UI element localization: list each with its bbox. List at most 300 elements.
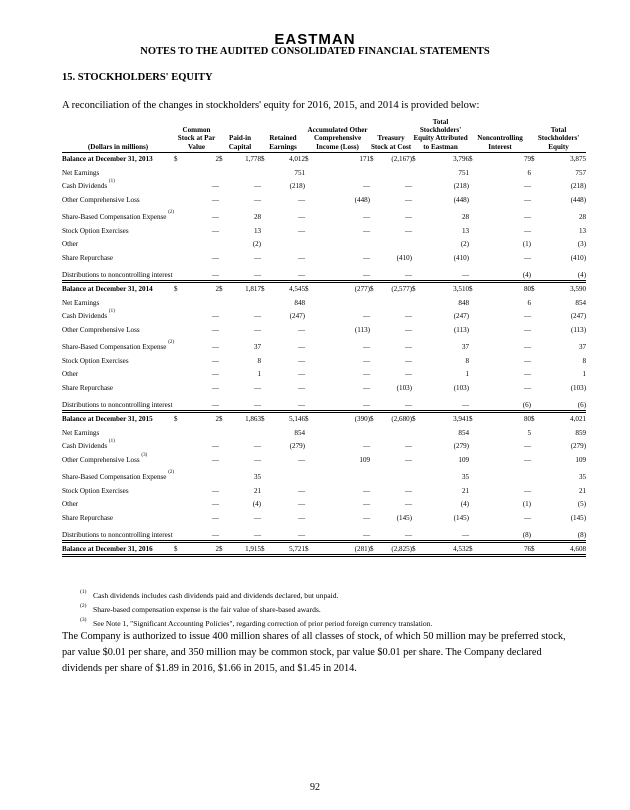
table-cell: —	[404, 343, 413, 352]
table-cell: (113)	[453, 325, 470, 334]
currency-symbol	[531, 522, 539, 541]
table-cell: (145)	[570, 513, 587, 522]
currency-symbol	[531, 437, 539, 451]
table-cell: 4,532	[420, 541, 469, 555]
table-row	[62, 263, 586, 282]
table-cell: —	[404, 486, 413, 495]
table-cell: —	[297, 226, 306, 235]
table-cell: 1,817	[227, 281, 261, 294]
table-cell: (410)	[570, 253, 587, 262]
currency-symbol	[305, 365, 313, 379]
row-label: Distributions to noncontrolling interest	[62, 401, 173, 410]
currency-symbol	[261, 205, 269, 222]
currency-symbol	[531, 352, 539, 366]
table-cell: —	[404, 500, 413, 509]
currency-symbol	[305, 222, 313, 236]
table-cell: 848	[458, 298, 470, 307]
table-cell: 4,608	[539, 541, 586, 555]
table-cell	[477, 464, 531, 481]
table-cell: 1	[582, 370, 587, 379]
table-cell: —	[253, 325, 262, 334]
row-label: Balance at December 31, 2016	[62, 541, 174, 555]
currency-symbol	[219, 509, 227, 523]
table-cell: 1,863	[227, 411, 261, 424]
currency-symbol	[305, 522, 313, 541]
currency-symbol	[412, 222, 420, 236]
row-label: Share-Based Compensation Expense $^{(2)}$	[62, 470, 175, 482]
footnote-mark: (1)	[80, 589, 87, 595]
currency-symbol	[261, 424, 269, 438]
table-cell: (4)	[252, 500, 262, 509]
footnote-mark: (2)	[80, 603, 87, 609]
currency-symbol	[305, 307, 313, 321]
currency-symbol: $	[370, 281, 378, 294]
table-cell: 2	[182, 281, 219, 294]
currency-symbol	[531, 379, 539, 393]
currency-symbol: $	[531, 541, 539, 555]
table-cell: —	[253, 253, 262, 262]
currency-symbol	[370, 222, 378, 236]
table-cell: —	[362, 531, 371, 540]
table-cell: —	[362, 356, 371, 365]
currency-symbol	[412, 335, 420, 352]
table-cell	[182, 424, 219, 438]
table-cell: —	[404, 356, 413, 365]
currency-symbol	[261, 263, 269, 282]
table-cell: —	[297, 455, 306, 464]
currency-symbol	[469, 263, 477, 282]
currency-symbol	[412, 509, 420, 523]
currency-symbol	[219, 522, 227, 541]
table-cell: (2,577)	[378, 281, 412, 294]
table-cell: —	[211, 401, 220, 410]
currency-symbol	[174, 205, 182, 222]
table-cell: —	[253, 442, 262, 451]
table-cell: (218)	[289, 182, 306, 191]
table-cell: (8)	[522, 531, 532, 540]
currency-symbol	[469, 307, 477, 321]
currency-symbol	[469, 321, 477, 335]
table-cell: 4,545	[269, 281, 305, 294]
table-cell	[227, 424, 261, 438]
balance-row	[62, 152, 586, 164]
currency-symbol: $	[174, 541, 182, 555]
column-header: Retained Earnings	[261, 118, 305, 152]
table-cell: 21	[253, 486, 262, 495]
currency-symbol	[370, 495, 378, 509]
currency-symbol	[174, 495, 182, 509]
currency-symbol	[370, 294, 378, 308]
table-cell: (4)	[460, 500, 470, 509]
currency-symbol	[370, 365, 378, 379]
currency-symbol	[261, 365, 269, 379]
currency-symbol	[219, 294, 227, 308]
footnote-ref: (3)	[141, 452, 148, 458]
row-label: Other Comprehensive Loss	[62, 325, 140, 334]
table-cell: 2	[182, 541, 219, 555]
currency-symbol	[305, 437, 313, 451]
table-row	[62, 437, 586, 451]
table-cell: —	[297, 500, 306, 509]
currency-symbol	[219, 464, 227, 481]
currency-symbol	[469, 294, 477, 308]
currency-symbol	[305, 235, 313, 249]
table-cell	[313, 294, 370, 308]
currency-symbol	[370, 451, 378, 465]
table-cell: 76	[477, 541, 531, 555]
currency-symbol	[305, 321, 313, 335]
currency-symbol	[412, 191, 420, 205]
currency-symbol	[370, 235, 378, 249]
currency-symbol: $	[469, 411, 477, 424]
table-cell: 37	[578, 343, 587, 352]
currency-symbol	[261, 464, 269, 481]
footnote-text: See Note 1, "Significant Accounting Policies", regarding correction of prior period foreign currency translation.	[93, 619, 433, 628]
column-header: Total Stockholders' Equity Attributed to Eastman	[413, 118, 468, 151]
currency-symbol	[531, 464, 539, 481]
currency-symbol	[412, 235, 420, 249]
table-cell: —	[362, 343, 371, 352]
currency-symbol	[305, 352, 313, 366]
table-cell: 751	[458, 168, 470, 177]
currency-symbol	[261, 495, 269, 509]
table-cell: 8	[257, 356, 262, 365]
row-label: Share Repurchase	[62, 383, 114, 392]
table-cell: —	[253, 383, 262, 392]
table-cell: (2,825)	[378, 541, 412, 555]
currency-symbol	[531, 424, 539, 438]
table-cell: —	[211, 226, 220, 235]
currency-symbol	[261, 379, 269, 393]
currency-symbol	[174, 235, 182, 249]
table-cell: 13	[578, 226, 587, 235]
table-cell: (4)	[522, 271, 532, 280]
table-cell: (113)	[354, 325, 371, 334]
currency-symbol	[174, 451, 182, 465]
row-label: Other Comprehensive Loss $^{(3)}$	[62, 452, 148, 464]
currency-symbol	[261, 294, 269, 308]
currency-symbol	[305, 249, 313, 263]
table-cell	[313, 235, 370, 249]
currency-symbol	[412, 464, 420, 481]
currency-symbol	[469, 235, 477, 249]
currency-symbol	[174, 379, 182, 393]
currency-symbol	[174, 393, 182, 412]
table-header-row	[62, 118, 586, 152]
table-cell: (103)	[453, 383, 470, 392]
currency-symbol	[174, 191, 182, 205]
balance-row	[62, 281, 586, 294]
table-cell: (448)	[570, 196, 587, 204]
table-cell: —	[253, 531, 262, 540]
table-cell: —	[211, 383, 220, 392]
currency-symbol	[219, 235, 227, 249]
table-cell: —	[211, 213, 220, 222]
table-cell: (5)	[577, 500, 587, 509]
table-cell	[182, 164, 219, 178]
currency-symbol	[469, 352, 477, 366]
table-cell: —	[362, 370, 371, 379]
table-cell	[313, 464, 370, 481]
table-cell: (279)	[453, 442, 470, 451]
table-cell: —	[211, 513, 220, 522]
footnote-ref: (2)	[168, 470, 175, 476]
currency-symbol	[305, 393, 313, 412]
currency-symbol	[370, 307, 378, 321]
table-cell: —	[404, 325, 413, 334]
currency-symbol: $	[531, 281, 539, 294]
currency-symbol	[305, 451, 313, 465]
currency-symbol	[174, 263, 182, 282]
currency-symbol: $	[261, 152, 269, 164]
currency-symbol	[261, 164, 269, 178]
table-cell: —	[297, 513, 306, 522]
currency-symbol	[531, 164, 539, 178]
table-cell: —	[211, 500, 220, 509]
currency-symbol	[370, 205, 378, 222]
table-cell: 854	[575, 298, 587, 307]
currency-symbol	[261, 482, 269, 496]
table-cell: 37	[461, 343, 470, 352]
currency-symbol	[469, 191, 477, 205]
currency-symbol: $	[261, 281, 269, 294]
currency-symbol	[305, 482, 313, 496]
table-cell: —	[461, 401, 470, 410]
table-cell: —	[253, 312, 262, 321]
table-cell: —	[523, 226, 532, 235]
table-cell: —	[253, 182, 262, 191]
currency-symbol	[261, 335, 269, 352]
table-cell: 109	[359, 455, 371, 464]
table-cell: —	[362, 500, 371, 509]
table-cell: —	[523, 455, 532, 464]
table-cell: 80	[477, 411, 531, 424]
currency-symbol	[469, 379, 477, 393]
table-cell: —	[211, 356, 220, 365]
currency-symbol: $	[469, 541, 477, 555]
table-cell: —	[297, 486, 306, 495]
currency-symbol	[305, 177, 313, 191]
table-cell: 37	[253, 343, 262, 352]
table-row	[62, 522, 586, 541]
currency-symbol: $	[305, 411, 313, 424]
row-label: Stock Option Exercises	[62, 486, 129, 495]
table-cell: 3,590	[539, 281, 586, 294]
table-cell: 1,778	[227, 152, 261, 164]
currency-symbol	[261, 307, 269, 321]
table-cell: —	[253, 401, 262, 410]
table-cell: (113)	[570, 325, 587, 334]
table-cell: —	[362, 486, 371, 495]
table-row	[62, 191, 586, 205]
currency-symbol	[174, 522, 182, 541]
currency-symbol	[219, 424, 227, 438]
table-cell: —	[362, 383, 371, 392]
table-cell	[182, 294, 219, 308]
currency-symbol	[412, 205, 420, 222]
table-cell: (6)	[522, 401, 532, 410]
table-cell: —	[362, 182, 371, 191]
table-cell: —	[297, 401, 306, 410]
currency-symbol	[412, 365, 420, 379]
table-cell: —	[523, 486, 532, 495]
table-row	[62, 205, 586, 222]
currency-symbol	[412, 522, 420, 541]
currency-symbol	[370, 335, 378, 352]
table-cell: —	[211, 531, 220, 540]
currency-symbol: $	[174, 281, 182, 294]
table-cell: 28	[461, 213, 470, 222]
column-header: Paid-in Capital	[219, 118, 261, 152]
table-cell: 13	[461, 226, 470, 235]
row-label: Share-Based Compensation Expense $^{(2)}$	[62, 340, 175, 352]
table-row	[62, 307, 586, 321]
table-row	[62, 222, 586, 236]
table-row	[62, 177, 586, 191]
table-cell: —	[297, 196, 306, 204]
table-cell: —	[211, 182, 220, 191]
row-label: Balance at December 31, 2015	[62, 411, 174, 424]
currency-symbol: $	[174, 411, 182, 424]
table-cell: —	[523, 356, 532, 365]
column-header: Accumulated Other Comprehensive Income (Loss)	[305, 118, 370, 152]
table-cell: —	[211, 312, 220, 321]
currency-symbol	[261, 191, 269, 205]
table-cell: (3)	[577, 240, 587, 249]
currency-symbol: $	[305, 281, 313, 294]
currency-symbol: $	[305, 152, 313, 164]
table-cell: 8	[582, 356, 587, 365]
section-title: 15. STOCKHOLDERS' EQUITY	[62, 72, 213, 83]
currency-symbol	[412, 321, 420, 335]
currency-symbol	[370, 321, 378, 335]
table-row	[62, 464, 586, 481]
currency-symbol	[219, 379, 227, 393]
table-cell: —	[211, 370, 220, 379]
currency-symbol	[261, 177, 269, 191]
currency-symbol	[370, 177, 378, 191]
column-header: Total Stockholders' Equity	[531, 118, 586, 152]
currency-symbol	[305, 495, 313, 509]
currency-symbol: $	[412, 541, 420, 555]
table-cell: 109	[575, 455, 587, 464]
table-cell: 171	[313, 152, 370, 164]
currency-symbol	[305, 379, 313, 393]
table-cell: (448)	[354, 196, 371, 204]
currency-symbol	[219, 249, 227, 263]
currency-symbol	[370, 437, 378, 451]
table-cell: 859	[575, 428, 587, 437]
table-cell	[378, 294, 412, 308]
table-cell: 3,796	[420, 152, 469, 164]
row-label: Stock Option Exercises	[62, 356, 129, 365]
table-cell: —	[523, 213, 532, 222]
table-cell: —	[523, 312, 532, 321]
table-cell: —	[404, 370, 413, 379]
table-cell: 35	[253, 473, 262, 482]
currency-symbol	[305, 294, 313, 308]
currency-symbol	[174, 482, 182, 496]
table-cell: 21	[461, 486, 470, 495]
table-cell: —	[211, 343, 220, 352]
table-cell	[269, 235, 305, 249]
currency-symbol	[261, 235, 269, 249]
table-cell: 2	[182, 411, 219, 424]
table-cell: —	[253, 196, 262, 204]
currency-symbol: $	[370, 541, 378, 555]
table-cell: —	[362, 513, 371, 522]
currency-symbol	[305, 263, 313, 282]
table-cell: —	[523, 182, 532, 191]
table-cell: 6	[527, 168, 532, 177]
currency-symbol	[531, 451, 539, 465]
currency-symbol	[219, 352, 227, 366]
table-cell: —	[211, 442, 220, 451]
currency-symbol	[412, 263, 420, 282]
currency-symbol: $	[469, 281, 477, 294]
table-cell: —	[297, 383, 306, 392]
table-cell: 854	[458, 428, 470, 437]
column-header: Treasury Stock at Cost	[370, 118, 412, 152]
row-label: Share Repurchase	[62, 513, 114, 522]
currency-symbol	[531, 294, 539, 308]
table-cell: 3,875	[539, 152, 586, 164]
table-cell	[182, 464, 219, 481]
table-cell: 1,915	[227, 541, 261, 555]
currency-symbol	[531, 235, 539, 249]
table-cell: 2	[182, 152, 219, 164]
row-label: Cash Dividends $^{(1)}$	[62, 179, 115, 191]
currency-symbol	[174, 464, 182, 481]
currency-symbol	[174, 164, 182, 178]
currency-symbol	[174, 249, 182, 263]
table-cell: 3,510	[420, 281, 469, 294]
table-cell: —	[461, 531, 470, 540]
table-cell: 4,021	[539, 411, 586, 424]
table-cell: —	[523, 325, 532, 334]
table-cell: (279)	[570, 442, 587, 451]
currency-symbol	[469, 437, 477, 451]
table-cell: 751	[294, 168, 306, 177]
currency-symbol	[219, 451, 227, 465]
table-cell: —	[211, 253, 220, 262]
currency-symbol	[412, 393, 420, 412]
currency-symbol	[174, 307, 182, 321]
table-cell: 6	[527, 298, 532, 307]
currency-symbol	[412, 424, 420, 438]
table-cell: —	[297, 356, 306, 365]
currency-symbol	[174, 222, 182, 236]
table-row	[62, 424, 586, 438]
table-cell: (410)	[453, 253, 470, 262]
currency-symbol: $	[261, 411, 269, 424]
currency-symbol	[469, 177, 477, 191]
table-row	[62, 321, 586, 335]
table-row	[62, 249, 586, 263]
table-cell: —	[404, 401, 413, 410]
stockholders-equity-table	[62, 118, 586, 557]
table-cell: (2)	[460, 240, 470, 249]
table-cell: —	[404, 442, 413, 451]
table-cell	[378, 235, 412, 249]
currency-symbol	[531, 177, 539, 191]
currency-symbol	[469, 335, 477, 352]
currency-symbol	[219, 335, 227, 352]
currency-symbol	[370, 191, 378, 205]
table-row	[62, 294, 586, 308]
currency-symbol	[531, 495, 539, 509]
table-cell: 5	[527, 428, 532, 437]
